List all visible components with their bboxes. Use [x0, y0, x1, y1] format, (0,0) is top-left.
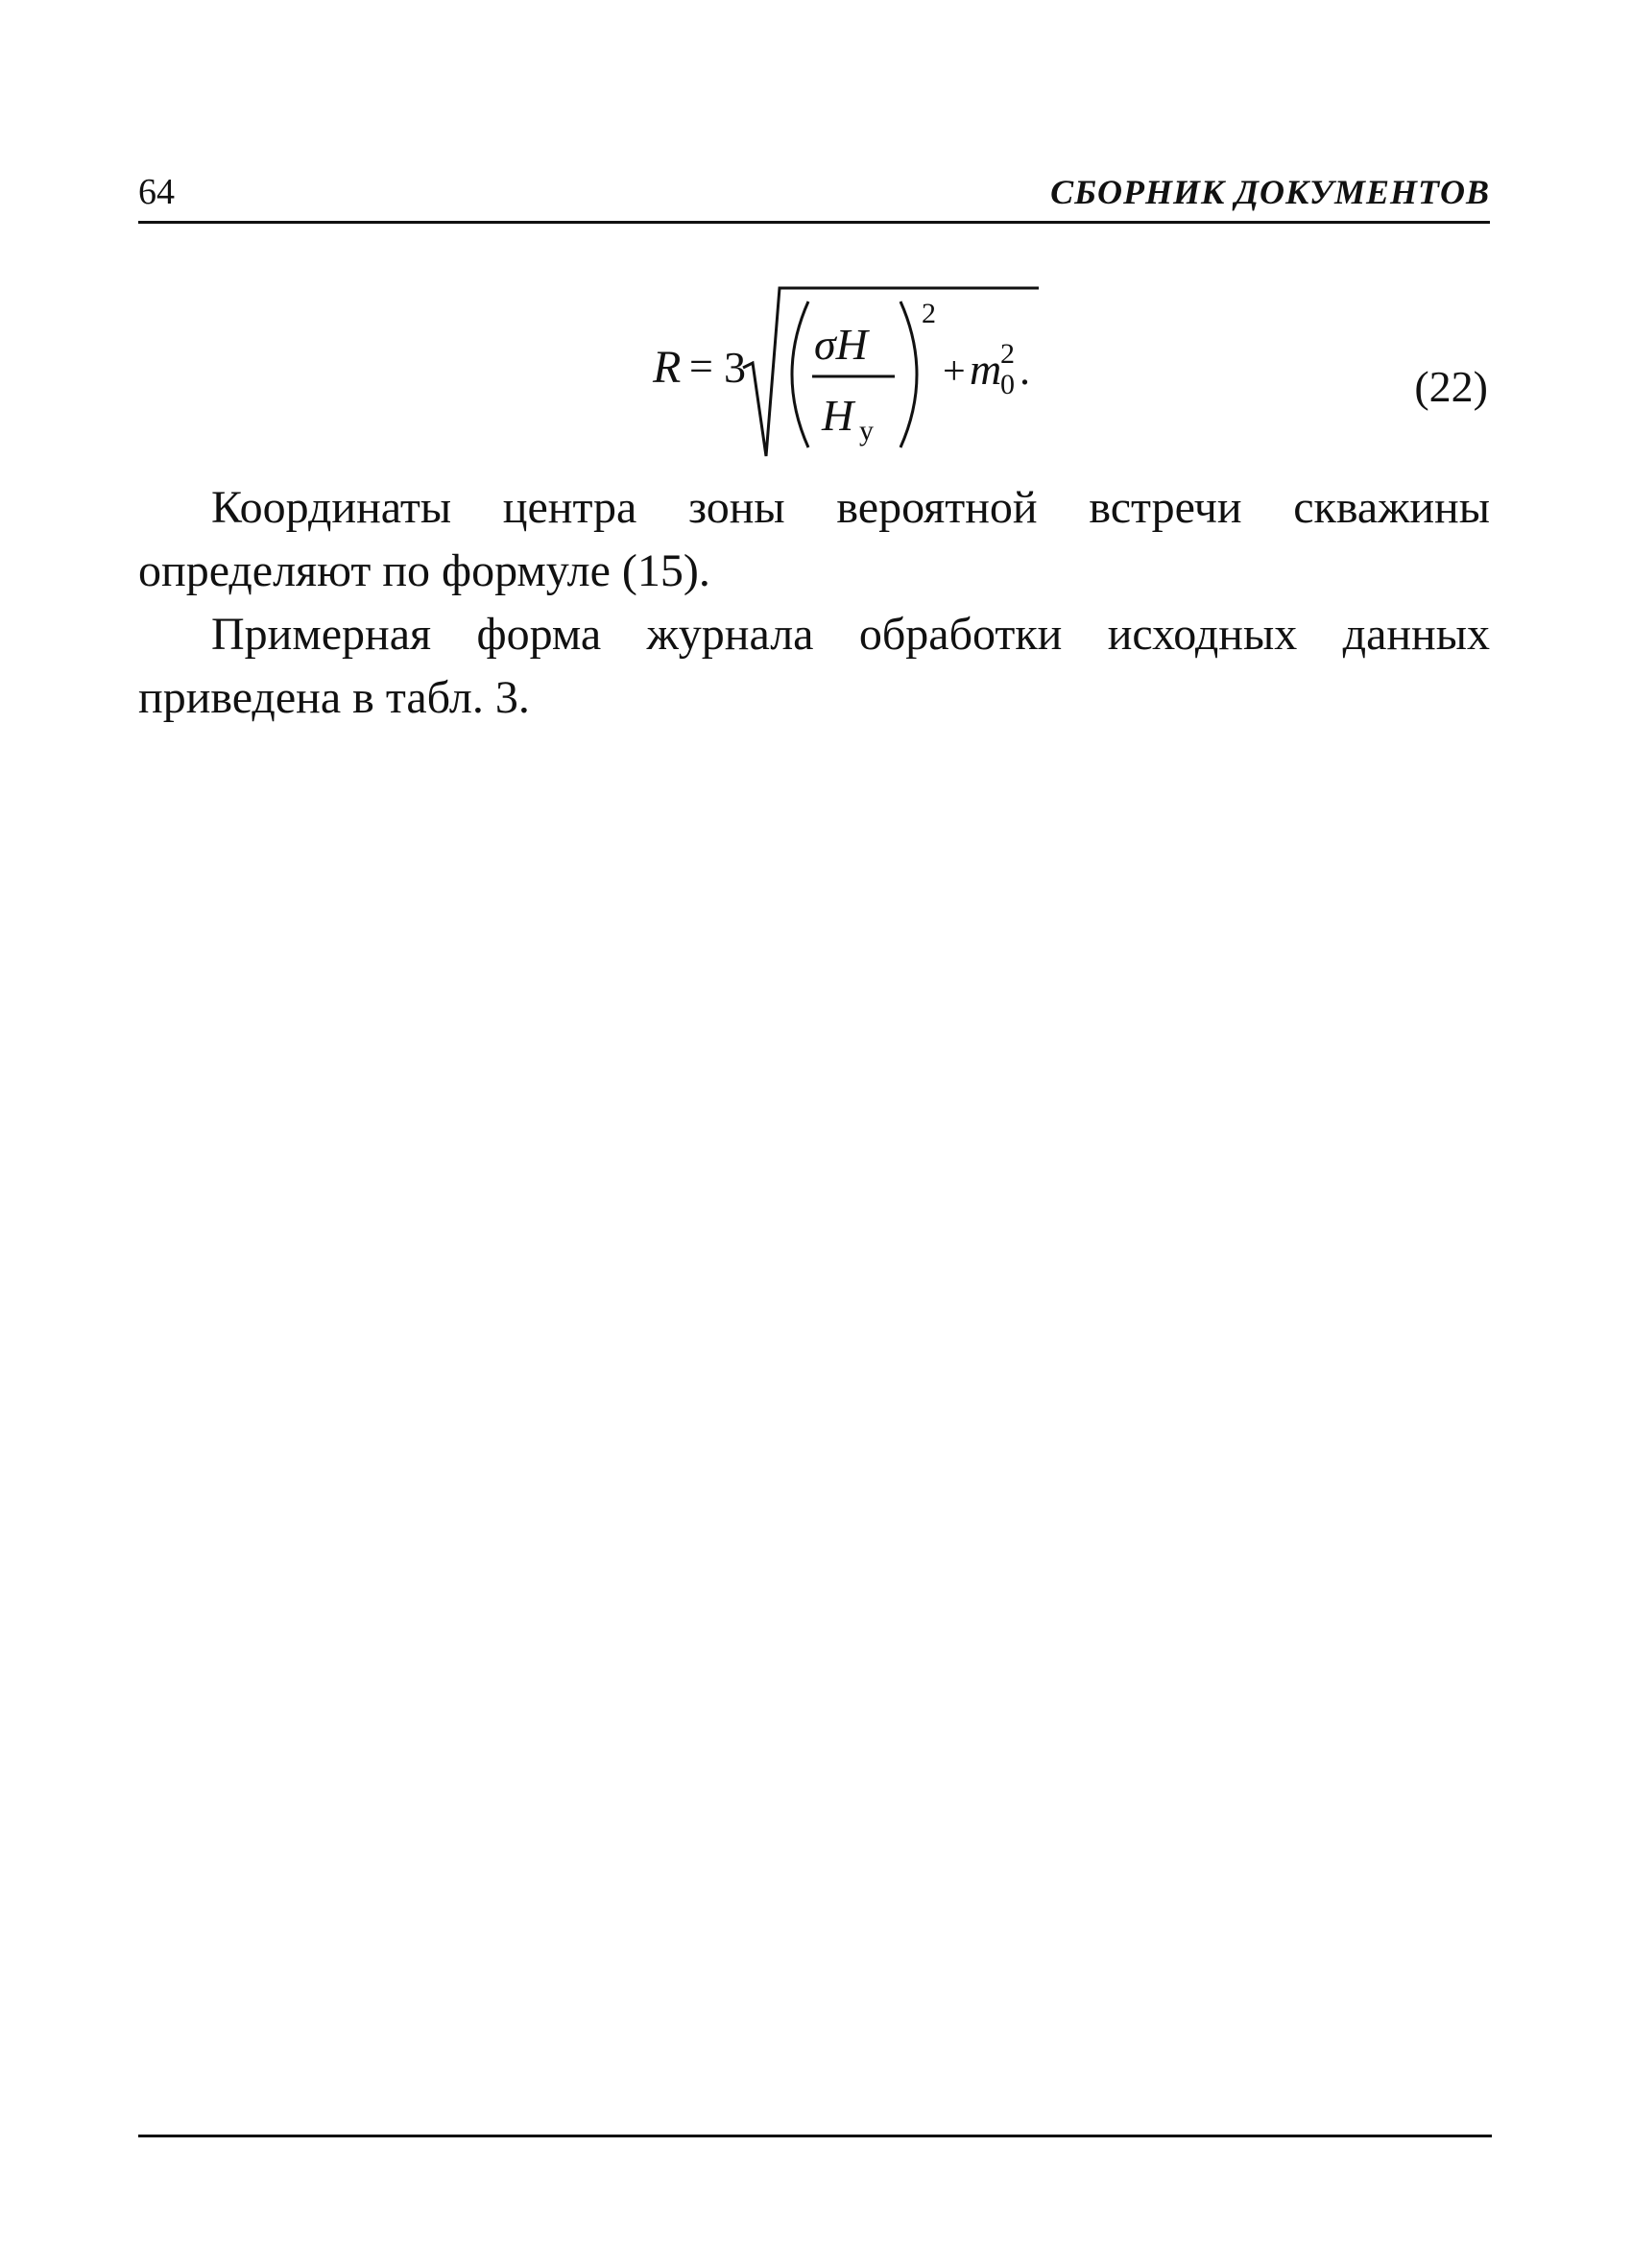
paragraph-1: Координаты центра зоны вероятной встречи скважины определяют по формуле (15).	[138, 482, 1490, 596]
fraction-denominator-subscript: у	[859, 415, 874, 446]
formula-plus: +	[943, 350, 966, 394]
equation-number: (22)	[1414, 362, 1488, 411]
header-rule	[138, 221, 1490, 224]
formula-terminator: .	[1020, 347, 1030, 394]
fraction-denominator: H	[822, 391, 854, 440]
left-paren	[792, 302, 808, 447]
formula-term-subscript: 0	[1000, 369, 1015, 400]
page-number: 64	[138, 172, 175, 212]
right-paren	[900, 302, 917, 447]
formula-coefficient: 3	[724, 343, 746, 392]
formula-term: m	[970, 345, 1002, 394]
paragraph-2: Примерная форма журнала обработки исходных данных приведена в табл. 3.	[138, 609, 1490, 723]
formula-lhs: R	[653, 342, 682, 393]
outer-exponent: 2	[922, 298, 936, 329]
body-text	[138, 476, 1490, 730]
formula-svg	[643, 259, 1085, 470]
formula-term-superscript: 2	[1000, 338, 1015, 370]
fraction-numerator: σH	[814, 320, 868, 369]
formula-22	[643, 259, 1085, 470]
running-title: СБОРНИК ДОКУМЕНТОВ	[1050, 173, 1490, 211]
footer-rule	[138, 2135, 1492, 2137]
formula-equals: =	[689, 343, 713, 390]
